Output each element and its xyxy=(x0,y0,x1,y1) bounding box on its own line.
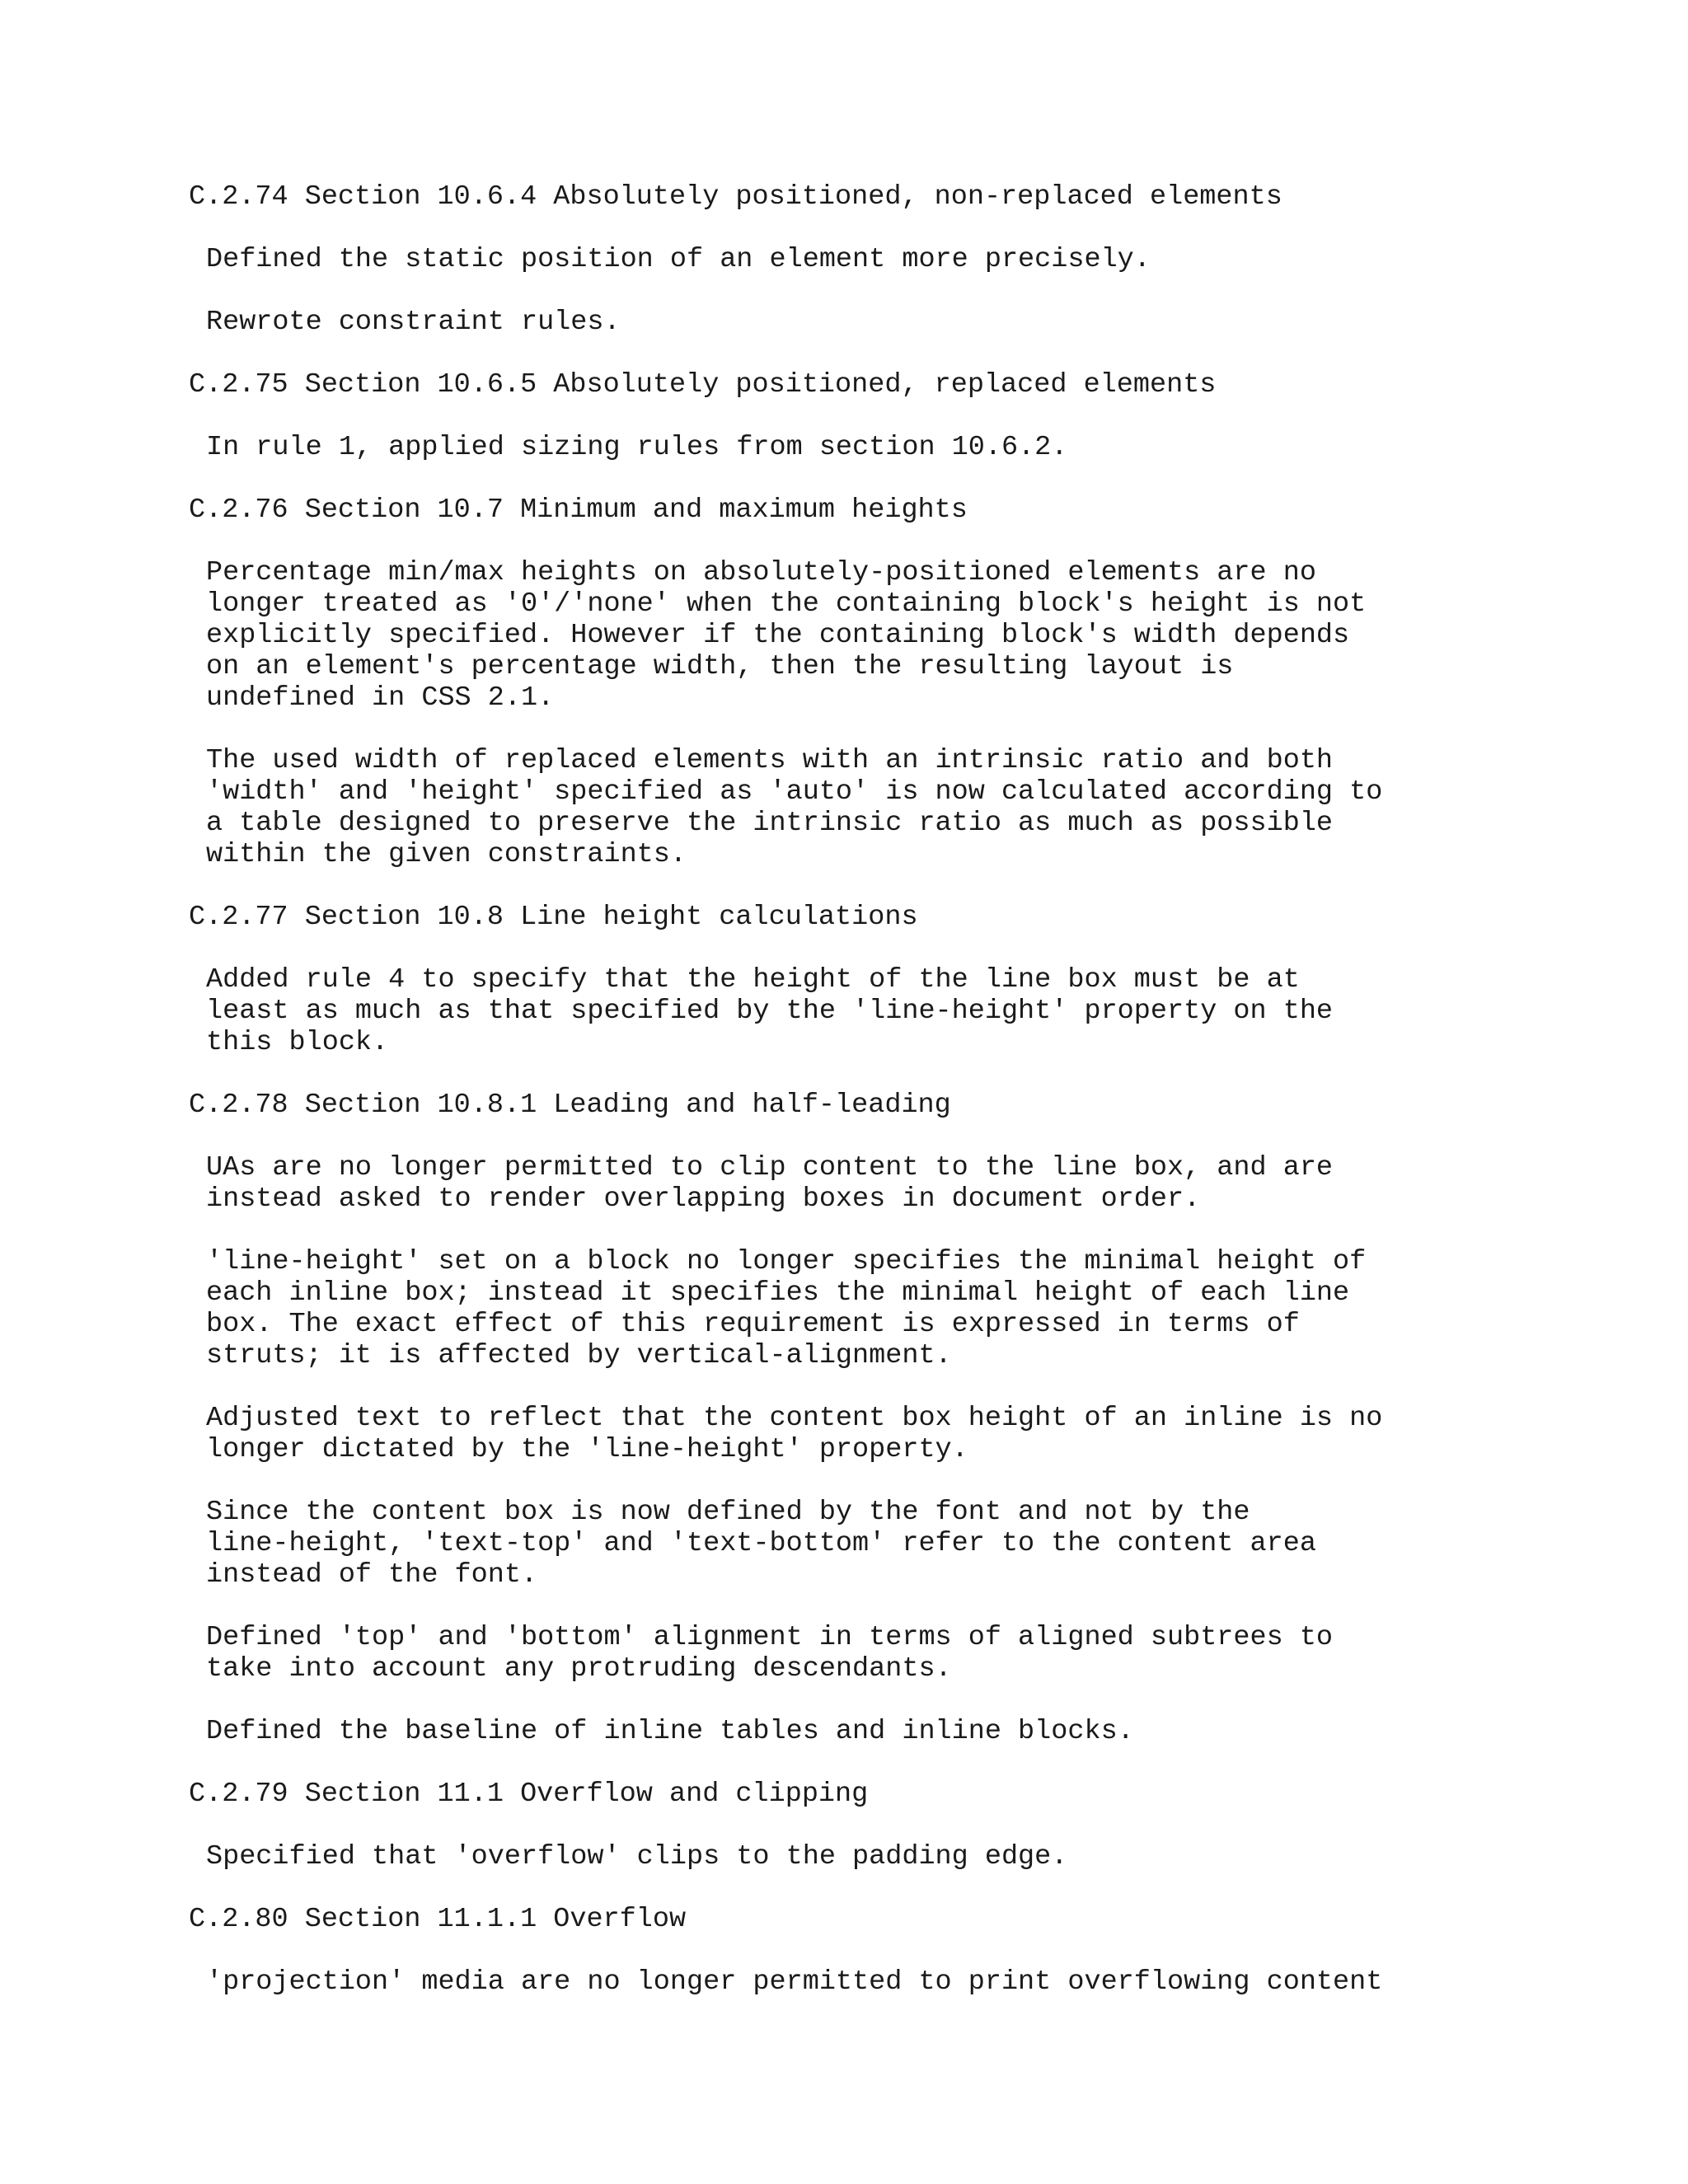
text-line: 'line-height' set on a block no longer specifies the minimal height of xyxy=(206,1246,1367,1277)
text-line: 'width' and 'height' specified as 'auto' is now calculated according to xyxy=(206,776,1383,808)
text-line: explicitly specified. However if the containing block's width depends xyxy=(206,620,1350,651)
change-description xyxy=(206,1622,1639,1685)
text-line: longer treated as '0'/'none' when the containing block's height is not xyxy=(206,588,1367,620)
text-line: In rule 1, applied sizing rules from section 10.6.2. xyxy=(206,432,1068,463)
changelog-entry xyxy=(189,1779,1639,1872)
text-line: Since the content box is now defined by the font and not by the xyxy=(206,1497,1250,1528)
changelog-entry xyxy=(189,369,1639,463)
change-description xyxy=(206,1403,1639,1465)
change-description xyxy=(206,557,1639,714)
change-description xyxy=(206,244,1639,275)
text-line: Specified that 'overflow' clips to the padding edge. xyxy=(206,1841,1068,1872)
text-line: each inline box; instead it specifies the minimal height of each line xyxy=(206,1277,1350,1309)
text-line: 'projection' media are no longer permitted to print overflowing content xyxy=(206,1966,1383,1998)
text-line: UAs are no longer permitted to clip content to the line box, and are xyxy=(206,1152,1334,1183)
section-heading: C.2.78 Section 10.8.1 Leading and half-leading xyxy=(189,1090,951,1121)
text-line: undefined in CSS 2.1. xyxy=(206,682,555,714)
document-body xyxy=(189,181,1639,2029)
text-line: struts; it is affected by vertical-alignment. xyxy=(206,1340,952,1371)
text-line: The used width of replaced elements with an intrinsic ratio and both xyxy=(206,745,1334,776)
text-line: Rewrote constraint rules. xyxy=(206,307,621,338)
text-line: Defined the static position of an element more precisely. xyxy=(206,244,1151,275)
section-heading: C.2.74 Section 10.6.4 Absolutely positioned, non-replaced elements xyxy=(189,181,1282,213)
change-description xyxy=(206,1966,1639,1998)
text-line: instead asked to render overlapping boxes in document order. xyxy=(206,1183,1201,1215)
text-line: least as much as that specified by the 'line-height' property on the xyxy=(206,996,1334,1027)
change-description xyxy=(206,745,1639,870)
text-line: this block. xyxy=(206,1027,389,1058)
changelog-entry xyxy=(189,1090,1639,1747)
section-heading: C.2.79 Section 11.1 Overflow and clipping xyxy=(189,1779,869,1810)
text-line: line-height, 'text-top' and 'text-bottom' refer to the content area xyxy=(206,1528,1316,1559)
change-description xyxy=(206,1246,1639,1371)
section-heading: C.2.77 Section 10.8 Line height calculations xyxy=(189,902,918,933)
text-line: longer dictated by the 'line-height' property. xyxy=(206,1434,968,1465)
text-line: instead of the font. xyxy=(206,1559,538,1591)
section-heading: C.2.75 Section 10.6.5 Absolutely positioned, replaced elements xyxy=(189,369,1217,401)
text-line: Defined the baseline of inline tables and inline blocks. xyxy=(206,1716,1134,1747)
text-line: on an element's percentage width, then the resulting layout is xyxy=(206,651,1234,682)
text-line: Adjusted text to reflect that the content box height of an inline is no xyxy=(206,1403,1383,1434)
text-line: box. The exact effect of this requirement is expressed in terms of xyxy=(206,1309,1300,1340)
change-description xyxy=(206,964,1639,1058)
section-heading: C.2.76 Section 10.7 Minimum and maximum heights xyxy=(189,494,968,526)
changelog-entry xyxy=(189,902,1639,1058)
text-line: within the given constraints. xyxy=(206,839,687,870)
change-description xyxy=(206,1497,1639,1591)
text-line: Defined 'top' and 'bottom' alignment in terms of aligned subtrees to xyxy=(206,1622,1334,1653)
change-description xyxy=(206,1841,1639,1872)
section-heading: C.2.80 Section 11.1.1 Overflow xyxy=(189,1904,687,1935)
changelog-entry xyxy=(189,1904,1639,1998)
text-line: Added rule 4 to specify that the height of the line box must be at xyxy=(206,964,1300,996)
text-line: Percentage min/max heights on absolutely-positioned elements are no xyxy=(206,557,1316,588)
changelog-entry xyxy=(189,181,1639,338)
change-description xyxy=(206,307,1639,338)
text-line: take into account any protruding descendants. xyxy=(206,1653,952,1685)
change-description xyxy=(206,432,1639,463)
text-line: a table designed to preserve the intrinsic ratio as much as possible xyxy=(206,808,1334,839)
changelog-entry xyxy=(189,494,1639,870)
change-description xyxy=(206,1716,1639,1747)
change-description xyxy=(206,1152,1639,1215)
